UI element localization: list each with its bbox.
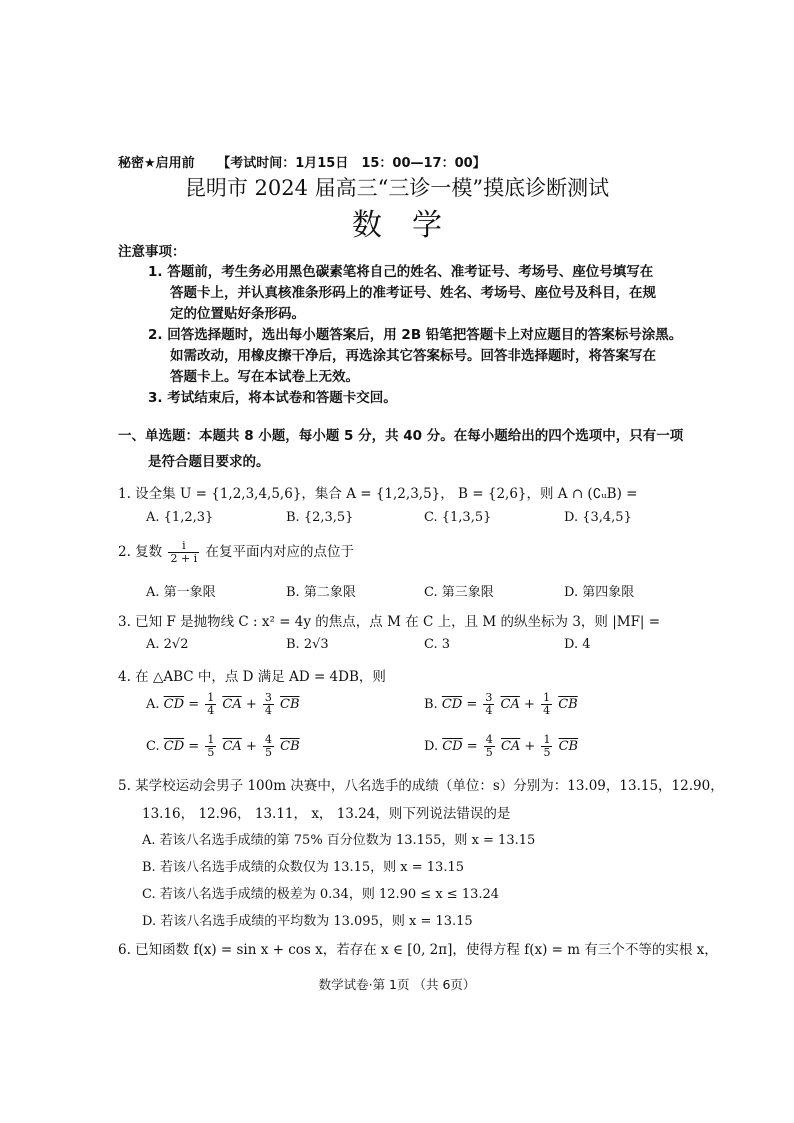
q3-option-c: C. 3 xyxy=(424,637,451,652)
num: 4 xyxy=(265,733,272,746)
q2-frac-den: 2 + i xyxy=(170,552,198,565)
q4-a-plus: + xyxy=(245,697,257,712)
question-5-line-2: 13.16， 12.96， 13.11， x， 13.24，则下列说法错误的是 xyxy=(142,806,511,822)
question-2-stem xyxy=(118,540,354,565)
q4-d-plus: + xyxy=(524,739,536,754)
notes-heading: 注意事项： xyxy=(118,244,186,260)
q4-d-vec-cb: $\overline{CB}$ xyxy=(558,739,579,754)
q5-option-a: A. 若该八名选手成绩的第 75% 百分位数为 13.155，则 x = 13.15 xyxy=(142,833,536,848)
section-1-intro-2: 是符合题目要求的。 xyxy=(148,454,270,470)
q4-c-frac-2 xyxy=(263,734,274,759)
q3-option-d: D. 4 xyxy=(564,637,591,652)
q4-option-b xyxy=(424,692,578,717)
num: 4 xyxy=(485,733,493,746)
q4-a-vec-cd: $\overline{CD}$ xyxy=(163,697,185,712)
q4-c-vec-ca: $\overline{CA}$ xyxy=(222,739,242,754)
num: 1 xyxy=(207,733,215,746)
q4-c-eq: = xyxy=(188,739,200,754)
exam-time: 【考试时间：1月15日 15：00—17：00】 xyxy=(217,156,486,171)
den: 5 xyxy=(485,746,493,759)
q4-option-a xyxy=(146,692,300,717)
question-5-line-1: 5. 某学校运动会男子 100m 决赛中，八名选手的成绩（单位：s）分别为：13.09，13.15，12.90， xyxy=(118,778,724,794)
q4-c-frac-1 xyxy=(205,734,216,759)
q4-c-vec-cd: $\overline{CD}$ xyxy=(163,739,185,754)
q4-b-frac-1 xyxy=(483,692,494,717)
den: 5 xyxy=(265,746,272,759)
question-3-stem: 3. 已知 F 是抛物线 C : x² = 4y 的焦点，点 M 在 C 上，且 M 的纵坐标为 3，则 |MF| = xyxy=(118,614,661,630)
q5-option-d: D. 若该八名选手成绩的平均数为 13.095，则 x = 13.15 xyxy=(142,914,473,929)
q1-option-a: A. {1,2,3} xyxy=(146,510,214,525)
den: 5 xyxy=(207,746,215,759)
num: 3 xyxy=(264,691,272,704)
q4-option-d xyxy=(424,734,578,759)
q2-stem-post: 在复平面内对应的点位于 xyxy=(205,544,354,560)
q4-c-label: C. xyxy=(146,739,160,754)
q5-option-b: B. 若该八名选手成绩的众数仅为 13.15，则 x = 13.15 xyxy=(142,860,465,875)
q4-b-frac-2 xyxy=(541,692,552,717)
q5-option-c: C. 若该八名选手成绩的极差为 0.34，则 12.90 ≤ x ≤ 13.24 xyxy=(142,887,500,902)
q4-d-vec-cd: $\overline{CD}$ xyxy=(442,739,463,754)
den: 4 xyxy=(264,704,272,717)
q2-stem-pre: 2. 复数 xyxy=(118,544,163,560)
q1-option-c: C. {1,3,5} xyxy=(424,510,492,525)
q4-c-vec-cb: $\overline{CB}$ xyxy=(280,739,300,754)
q4-a-label: A. xyxy=(146,697,160,712)
question-6-stem: 6. 已知函数 f(x) = sin x + cos x，若存在 x ∈ [0, 2π]，使得方程 f(x) = m 有三个不等的实根 x， xyxy=(118,942,718,958)
q4-a-vec-ca: $\overline{CA}$ xyxy=(222,697,242,712)
den: 5 xyxy=(543,746,551,759)
note-2-line-1: 2. 回答选择题时，选出每小题答案后，用 2B 铅笔把答题卡上对应题目的答案标号涂黑。 xyxy=(148,327,683,343)
q4-d-label: D. xyxy=(424,739,439,754)
num: 1 xyxy=(543,733,551,746)
num: 3 xyxy=(485,691,493,704)
q4-b-eq: = xyxy=(466,697,478,712)
note-1-line-2: 答题卡上，并认真核准条形码上的准考证号、姓名、考场号、座位号及科目，在规 xyxy=(170,285,656,301)
num: 1 xyxy=(207,691,215,704)
note-1-line-1: 1. 答题前，考生务必用黑色碳素笔将自己的姓名、准考证号、考场号、座位号填写在 xyxy=(148,264,654,280)
q2-option-b: B. 第二象限 xyxy=(286,585,356,600)
q4-d-eq: = xyxy=(466,739,478,754)
den: 4 xyxy=(485,704,493,717)
exam-header xyxy=(118,152,504,171)
q2-option-c: C. 第三象限 xyxy=(424,585,494,600)
question-4-stem: 4. 在 △ABC 中，点 D 满足 AD = 4DB，则 xyxy=(118,669,386,685)
q1-option-d: D. {3,4,5} xyxy=(564,510,632,525)
note-2-line-2: 如需改动，用橡皮擦干净后，再选涂其它答案标号。回答非选择题时，将答案写在 xyxy=(170,348,656,364)
question-1-stem: 1. 设全集 U = {1,2,3,4,5,6}，集合 A = {1,2,3,5}， B = {2,6}，则 A ∩ (∁ᵤB) = xyxy=(118,486,638,502)
q2-option-a: A. 第一象限 xyxy=(146,585,216,600)
den: 4 xyxy=(207,704,215,717)
q4-b-vec-cd: $\overline{CD}$ xyxy=(441,697,463,712)
note-1-line-3: 定的位置贴好条形码。 xyxy=(170,306,305,322)
q4-a-frac-1 xyxy=(205,692,216,717)
den: 4 xyxy=(543,704,551,717)
q4-b-vec-ca: $\overline{CA}$ xyxy=(500,697,520,712)
q4-d-vec-ca: $\overline{CA}$ xyxy=(500,739,521,754)
page-footer: 数学试卷·第 1页 （共 6页） xyxy=(318,977,476,992)
q4-d-frac-1 xyxy=(484,734,495,759)
q4-a-eq: = xyxy=(188,697,200,712)
q4-a-frac-2 xyxy=(263,692,274,717)
secret-label: 秘密★启用前 xyxy=(118,156,195,171)
subject-title: 数学 xyxy=(352,208,472,243)
q4-d-frac-2 xyxy=(541,734,552,759)
q2-frac-num: i xyxy=(168,540,199,553)
q4-c-plus: + xyxy=(245,739,257,754)
q4-b-vec-cb: $\overline{CB}$ xyxy=(558,697,578,712)
q2-fraction xyxy=(168,540,199,565)
note-2-line-3: 答题卡上。写在本试卷上无效。 xyxy=(170,369,359,385)
q3-option-b: B. 2√3 xyxy=(286,637,329,652)
exam-title: 昆明市 2024 届高三“三诊一模”摸底诊断测试 xyxy=(184,176,610,200)
q4-a-vec-cb: $\overline{CB}$ xyxy=(280,697,300,712)
q1-option-b: B. {2,3,5} xyxy=(286,510,354,525)
num: 1 xyxy=(543,691,551,704)
note-3-line-1: 3. 考试结束后，将本试卷和答题卡交回。 xyxy=(148,390,397,406)
q4-b-label: B. xyxy=(424,697,438,712)
section-1-intro: 一、单选题：本题共 8 小题，每小题 5 分，共 40 分。在每小题给出的四个选项中，只有一项 xyxy=(118,428,684,444)
q3-option-a: A. 2√2 xyxy=(146,637,189,652)
q4-b-plus: + xyxy=(524,697,535,712)
q4-option-c xyxy=(146,734,300,759)
q2-option-d: D. 第四象限 xyxy=(564,585,635,600)
